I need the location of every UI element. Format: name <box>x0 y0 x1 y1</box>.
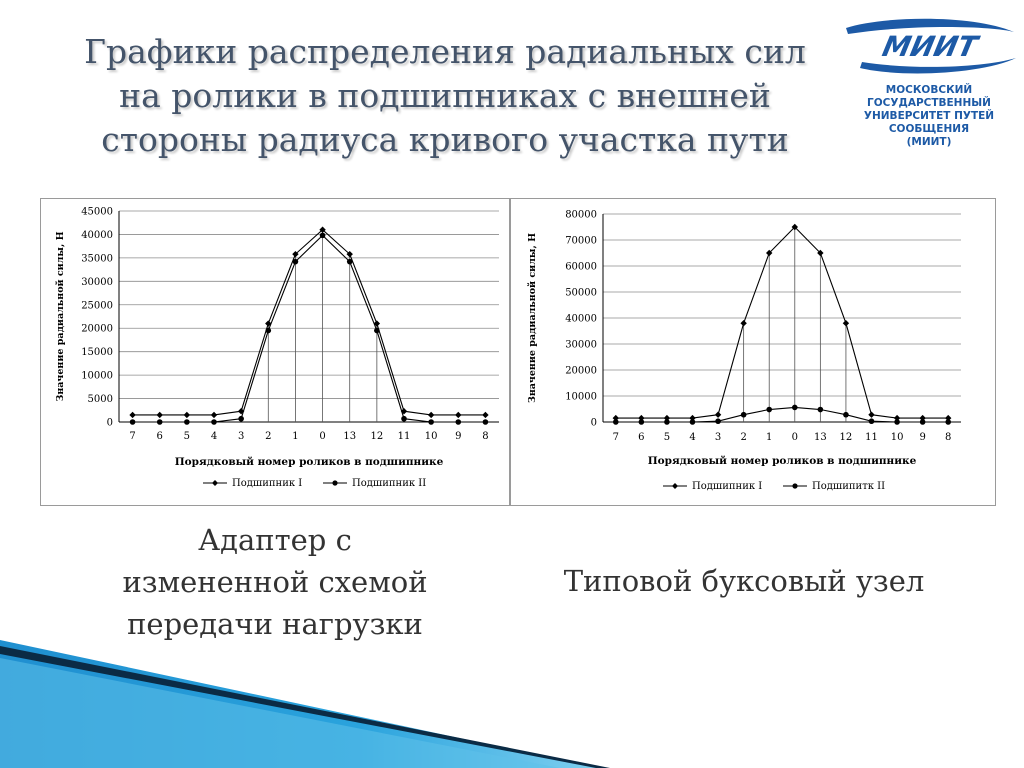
series-line <box>133 235 486 422</box>
slide-title-line: на ролики в подшипниках с внешней <box>119 76 771 115</box>
y-tick-label: 40000 <box>81 229 113 241</box>
y-tick-label: 10000 <box>81 370 113 382</box>
data-point-diamond <box>157 412 163 418</box>
y-tick-label: 40000 <box>565 313 597 325</box>
logo-text-line: (МИИТ) <box>906 136 952 148</box>
legend-marker-diamond <box>672 483 678 489</box>
chart-standard-axlebox <box>510 198 996 506</box>
x-tick-label: 0 <box>791 432 798 443</box>
data-point-diamond <box>843 320 849 326</box>
data-point-circle <box>130 419 136 425</box>
chart-standard-axlebox-svg <box>511 199 995 505</box>
data-point-diamond <box>211 412 217 418</box>
y-tick-label: 25000 <box>81 300 113 312</box>
data-point-diamond <box>740 320 746 326</box>
caption-left-line: передачи нагрузки <box>127 607 423 641</box>
x-tick-label: 6 <box>638 432 645 443</box>
data-point-circle <box>869 418 875 424</box>
x-tick-label: 3 <box>237 431 245 442</box>
university-logo <box>838 18 1020 148</box>
data-point-circle <box>664 419 670 425</box>
data-point-diamond <box>715 412 721 418</box>
data-point-circle <box>613 419 619 425</box>
x-tick-label: 13 <box>813 432 827 443</box>
y-tick-label: 50000 <box>565 287 597 299</box>
data-point-diamond <box>129 412 135 418</box>
slide-title-line: стороны радиуса кривого участка пути <box>101 120 789 159</box>
data-point-diamond <box>428 412 434 418</box>
legend-marker-circle <box>792 483 797 488</box>
data-point-diamond <box>455 412 461 418</box>
x-tick-label: 2 <box>265 431 272 442</box>
x-axis-label: Порядковый номер роликов в подшипнике <box>174 456 444 468</box>
x-tick-label: 1 <box>766 432 773 443</box>
data-point-circle <box>211 419 217 425</box>
y-tick-label: 5000 <box>87 394 113 406</box>
data-point-diamond <box>868 412 874 418</box>
data-point-circle <box>401 416 407 422</box>
x-tick-label: 2 <box>740 432 747 443</box>
chart-adapter-svg <box>41 199 509 505</box>
x-tick-label: 5 <box>183 431 191 442</box>
legend-marker-circle <box>332 480 337 485</box>
data-point-circle <box>920 419 926 425</box>
logo-text-line: МОСКОВСКИЙ ГОСУДАРСТВЕННЫЙ <box>867 84 991 109</box>
x-tick-label: 1 <box>292 431 299 442</box>
y-tick-label: 30000 <box>565 339 597 351</box>
series-line <box>616 227 948 418</box>
data-point-circle <box>347 259 353 265</box>
x-tick-label: 4 <box>210 431 218 442</box>
caption-right-line: Типовой буксовый узел <box>563 564 925 598</box>
data-point-circle <box>455 419 461 425</box>
y-tick-label: 45000 <box>81 206 113 218</box>
x-tick-label: 12 <box>370 431 384 442</box>
data-point-circle <box>320 233 326 239</box>
data-point-circle <box>639 419 645 425</box>
legend-marker-diamond <box>212 480 218 486</box>
y-tick-label: 60000 <box>565 261 597 273</box>
logo-text <box>838 84 1020 149</box>
y-tick-label: 70000 <box>565 235 597 247</box>
decorative-swoosh <box>0 640 620 768</box>
x-tick-label: 13 <box>343 431 357 442</box>
data-point-diamond <box>482 412 488 418</box>
y-tick-label: 10000 <box>565 391 597 403</box>
slide-title <box>60 30 830 162</box>
legend-label: Подшипитк II <box>812 481 886 492</box>
y-tick-label: 0 <box>590 417 597 429</box>
x-tick-label: 7 <box>129 431 136 442</box>
data-point-circle <box>894 419 900 425</box>
x-tick-label: 6 <box>156 431 163 442</box>
x-axis-label: Порядковый номер роликов в подшипнике <box>647 455 917 467</box>
y-axis-label: Значение радиальной силы, Н <box>55 231 66 402</box>
logo-mark-text: МИИТ <box>879 30 981 63</box>
caption-right <box>520 560 968 602</box>
data-point-circle <box>843 412 849 418</box>
data-point-circle <box>690 419 696 425</box>
legend-label: Подшипник II <box>352 478 427 489</box>
logo-text-line: УНИВЕРСИТЕТ ПУТЕЙ СООБЩЕНИЯ <box>863 110 995 135</box>
data-point-circle <box>483 419 489 425</box>
legend-label: Подшипник I <box>692 481 763 492</box>
x-tick-label: 8 <box>482 431 489 442</box>
chart-adapter <box>40 198 510 506</box>
data-point-circle <box>428 419 434 425</box>
x-tick-label: 4 <box>689 432 696 443</box>
data-point-circle <box>766 407 772 413</box>
y-tick-label: 15000 <box>81 347 113 359</box>
miit-logo-mark <box>842 18 1020 80</box>
data-point-circle <box>374 328 380 334</box>
y-tick-label: 80000 <box>565 209 597 221</box>
y-tick-label: 20000 <box>565 365 597 377</box>
data-point-circle <box>945 419 951 425</box>
data-point-diamond <box>184 412 190 418</box>
slide-title-line: Графики распределения радиальных сил <box>84 32 806 71</box>
y-tick-label: 20000 <box>81 323 113 335</box>
data-point-circle <box>715 418 721 424</box>
x-tick-label: 7 <box>612 432 619 443</box>
caption-left-line: измененной схемой <box>122 565 428 599</box>
data-point-circle <box>818 407 824 413</box>
y-tick-label: 0 <box>106 417 113 429</box>
x-tick-label: 10 <box>424 431 438 442</box>
x-tick-label: 3 <box>714 432 722 443</box>
data-point-circle <box>792 405 798 411</box>
y-tick-label: 30000 <box>81 276 113 288</box>
x-tick-label: 10 <box>890 432 904 443</box>
data-point-circle <box>265 328 271 334</box>
y-axis-label: Значение радиальной силы, Н <box>527 232 538 404</box>
x-tick-label: 8 <box>945 432 952 443</box>
data-point-circle <box>157 419 163 425</box>
x-tick-label: 5 <box>663 432 671 443</box>
y-tick-label: 35000 <box>81 253 113 265</box>
x-tick-label: 12 <box>839 432 853 443</box>
x-tick-label: 11 <box>397 431 411 442</box>
caption-left-line: Адаптер с <box>198 523 352 557</box>
x-tick-label: 11 <box>865 432 878 443</box>
data-point-circle <box>741 412 747 418</box>
x-tick-label: 9 <box>455 431 462 442</box>
data-point-circle <box>293 259 299 265</box>
x-tick-label: 0 <box>319 431 326 442</box>
legend-label: Подшипник I <box>232 478 303 489</box>
data-point-circle <box>184 419 190 425</box>
caption-left <box>80 519 470 645</box>
x-tick-label: 9 <box>919 432 926 443</box>
data-point-circle <box>238 416 244 422</box>
